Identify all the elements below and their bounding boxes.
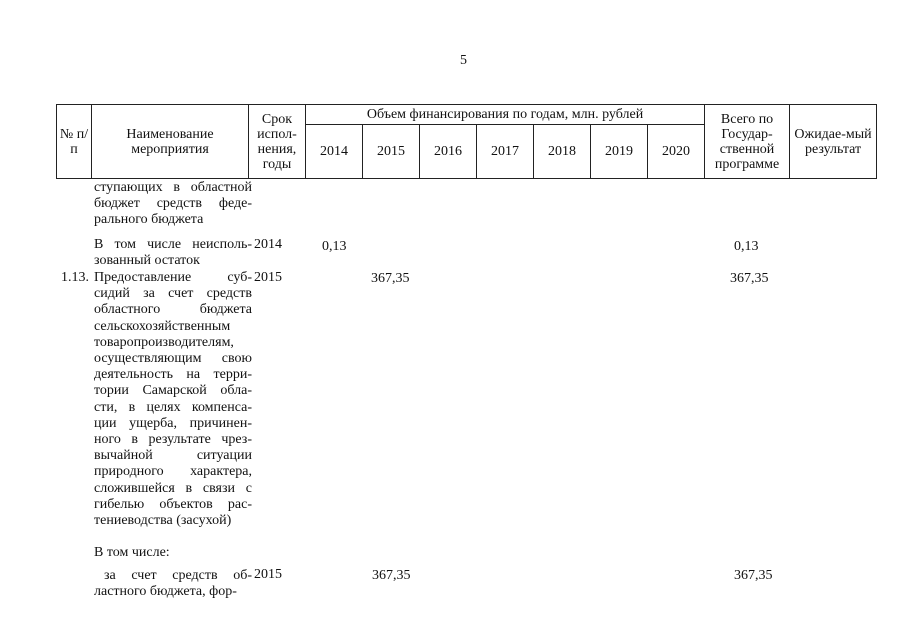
text-line: сложившейся в связи с xyxy=(94,480,252,496)
row-regional-total: 367,35 xyxy=(734,568,773,583)
text-line: ции ущерба, причинен- xyxy=(94,415,252,431)
text-line: зованный остаток xyxy=(94,253,200,269)
header-year: 2014 xyxy=(306,125,363,179)
row-regional-2015: 367,35 xyxy=(372,568,411,583)
text-line: природного характера, xyxy=(94,464,252,480)
header-volume: Объем финансирования по годам, млн. рублей xyxy=(306,105,705,125)
text-line: ступающих в областной xyxy=(94,180,252,195)
table-header xyxy=(56,104,877,179)
text-line: В том числе неисполь- xyxy=(94,237,252,252)
text-line: тениеводства (засухой) xyxy=(94,513,232,529)
text-line: деятельность на терри- xyxy=(94,367,252,383)
text-line: вычайной ситуации xyxy=(94,448,252,464)
row-unused-total: 0,13 xyxy=(734,239,759,254)
header-num: № п/п xyxy=(57,105,92,179)
header-total: Всего по Государ-ственной программе xyxy=(705,105,790,179)
header-year: 2020 xyxy=(648,125,705,179)
text-line: осуществляющим свою xyxy=(94,351,252,367)
header-year: 2016 xyxy=(420,125,477,179)
text-line: сти, в целях компенса- xyxy=(94,399,252,415)
row-unused-2014: 0,13 xyxy=(322,239,347,254)
row-including-text: В том числе: xyxy=(94,545,170,560)
row-regional-term: 2015 xyxy=(254,567,282,582)
text-line: рального бюджета xyxy=(94,212,204,228)
header-term: Срок испол-нения, годы xyxy=(249,105,306,179)
text-line: ластного бюджета, фор- xyxy=(94,584,237,600)
row-113-total: 367,35 xyxy=(730,271,769,286)
row-continuation-text xyxy=(94,180,252,229)
row-113-num: 1.13. xyxy=(61,270,89,285)
text-line: сельскохозяйственным xyxy=(94,318,231,334)
header-year: 2015 xyxy=(363,125,420,179)
header-result: Ожидае-мый результат xyxy=(790,105,877,179)
text-line: тории Самарской обла- xyxy=(94,383,252,399)
text-line: сидий за счет средств xyxy=(94,286,252,302)
row-113-term: 2015 xyxy=(254,270,282,285)
text-line: бюджет средств феде- xyxy=(94,196,252,212)
text-line: ного в результате чрез- xyxy=(94,432,252,448)
row-regional-text xyxy=(94,568,252,600)
text-line: за счет средств об- xyxy=(104,568,252,583)
page-number: 5 xyxy=(460,53,467,68)
row-113-2015: 367,35 xyxy=(371,271,410,286)
text-line: областного бюджета xyxy=(94,302,252,318)
header-year: 2019 xyxy=(591,125,648,179)
row-unused-term: 2014 xyxy=(254,237,282,252)
text-line: Предоставление суб- xyxy=(94,270,252,285)
text-line: товаропроизводителям, xyxy=(94,334,234,350)
header-year: 2017 xyxy=(477,125,534,179)
row-113-text xyxy=(94,270,252,529)
text-line: гибелью объектов рас- xyxy=(94,496,252,512)
row-unused-text xyxy=(94,237,252,269)
header-name: Наименование мероприятия xyxy=(92,105,249,179)
header-year: 2018 xyxy=(534,125,591,179)
